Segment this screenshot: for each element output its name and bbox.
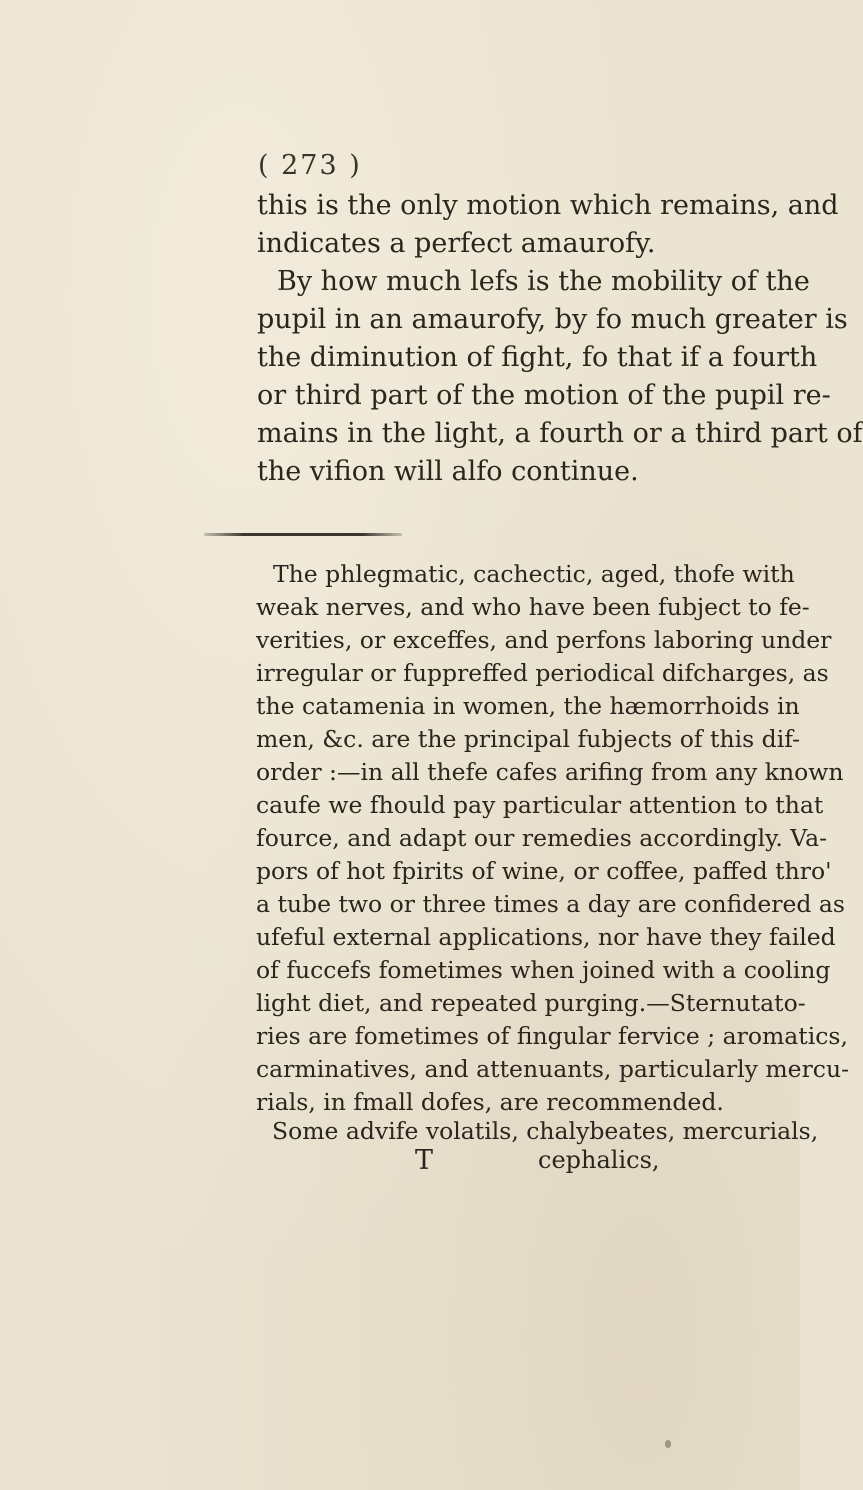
text-line: mains in the light, a fourth or a third part of (257, 418, 863, 449)
text-line: irregular or fuppreffed periodical difcharges, as (256, 659, 829, 687)
text-line: pupil in an amaurofy, by fo much greater is (257, 304, 848, 335)
text-line: Some advife volatils, chalybeates, mercurials, (272, 1117, 819, 1145)
text-line: caufe we fhould pay particular attention to that (256, 791, 824, 819)
text-line: the catamenia in women, the hæmorrhoids in (256, 692, 800, 720)
section-divider (204, 533, 402, 536)
text-line: light diet, and repeated purging.—Sternutato- (256, 989, 806, 1017)
text-line: of fuccefs fometimes when joined with a cooling (256, 956, 831, 984)
text-line: pors of hot fpirits of wine, or coffee, paffed thro' (256, 857, 832, 885)
text-line: The phlegmatic, cachectic, aged, thofe with (273, 560, 795, 588)
text-line: By how much lefs is the mobility of the (277, 266, 810, 297)
text-line: verities, or exceffes, and perfons laboring under (256, 626, 832, 654)
text-line: weak nerves, and who have been fubject to fe- (256, 593, 810, 621)
signature-mark: T (415, 1145, 434, 1176)
text-line: the diminution of fight, fo that if a fourth (257, 342, 818, 373)
text-line: this is the only motion which remains, and (257, 190, 839, 221)
text-line: order :—in all thefe cafes arifing from any known (256, 758, 844, 786)
text-line: ries are fometimes of fingular fervice ; aromatics, (256, 1022, 848, 1050)
text-line: a tube two or three times a day are confidered as (256, 890, 845, 918)
text-line: men, &c. are the principal fubjects of this dif- (256, 725, 801, 753)
text-line: rials, in fmall dofes, are recommended. (256, 1088, 724, 1116)
page-number: ( 273 ) (258, 150, 362, 181)
text-line: fource, and adapt our remedies accordingly. Va- (256, 824, 828, 852)
paper-blemish (665, 1440, 671, 1448)
text-line: indicates a perfect amaurofy. (257, 228, 656, 259)
text-line: or third part of the motion of the pupil re- (257, 380, 831, 411)
text-line: ufeful external applications, nor have they failed (256, 923, 836, 951)
text-line: the vifion will alfo continue. (257, 456, 639, 487)
catchword: cephalics, (538, 1146, 660, 1174)
text-line: carminatives, and attenuants, particularly mercu- (256, 1055, 850, 1083)
